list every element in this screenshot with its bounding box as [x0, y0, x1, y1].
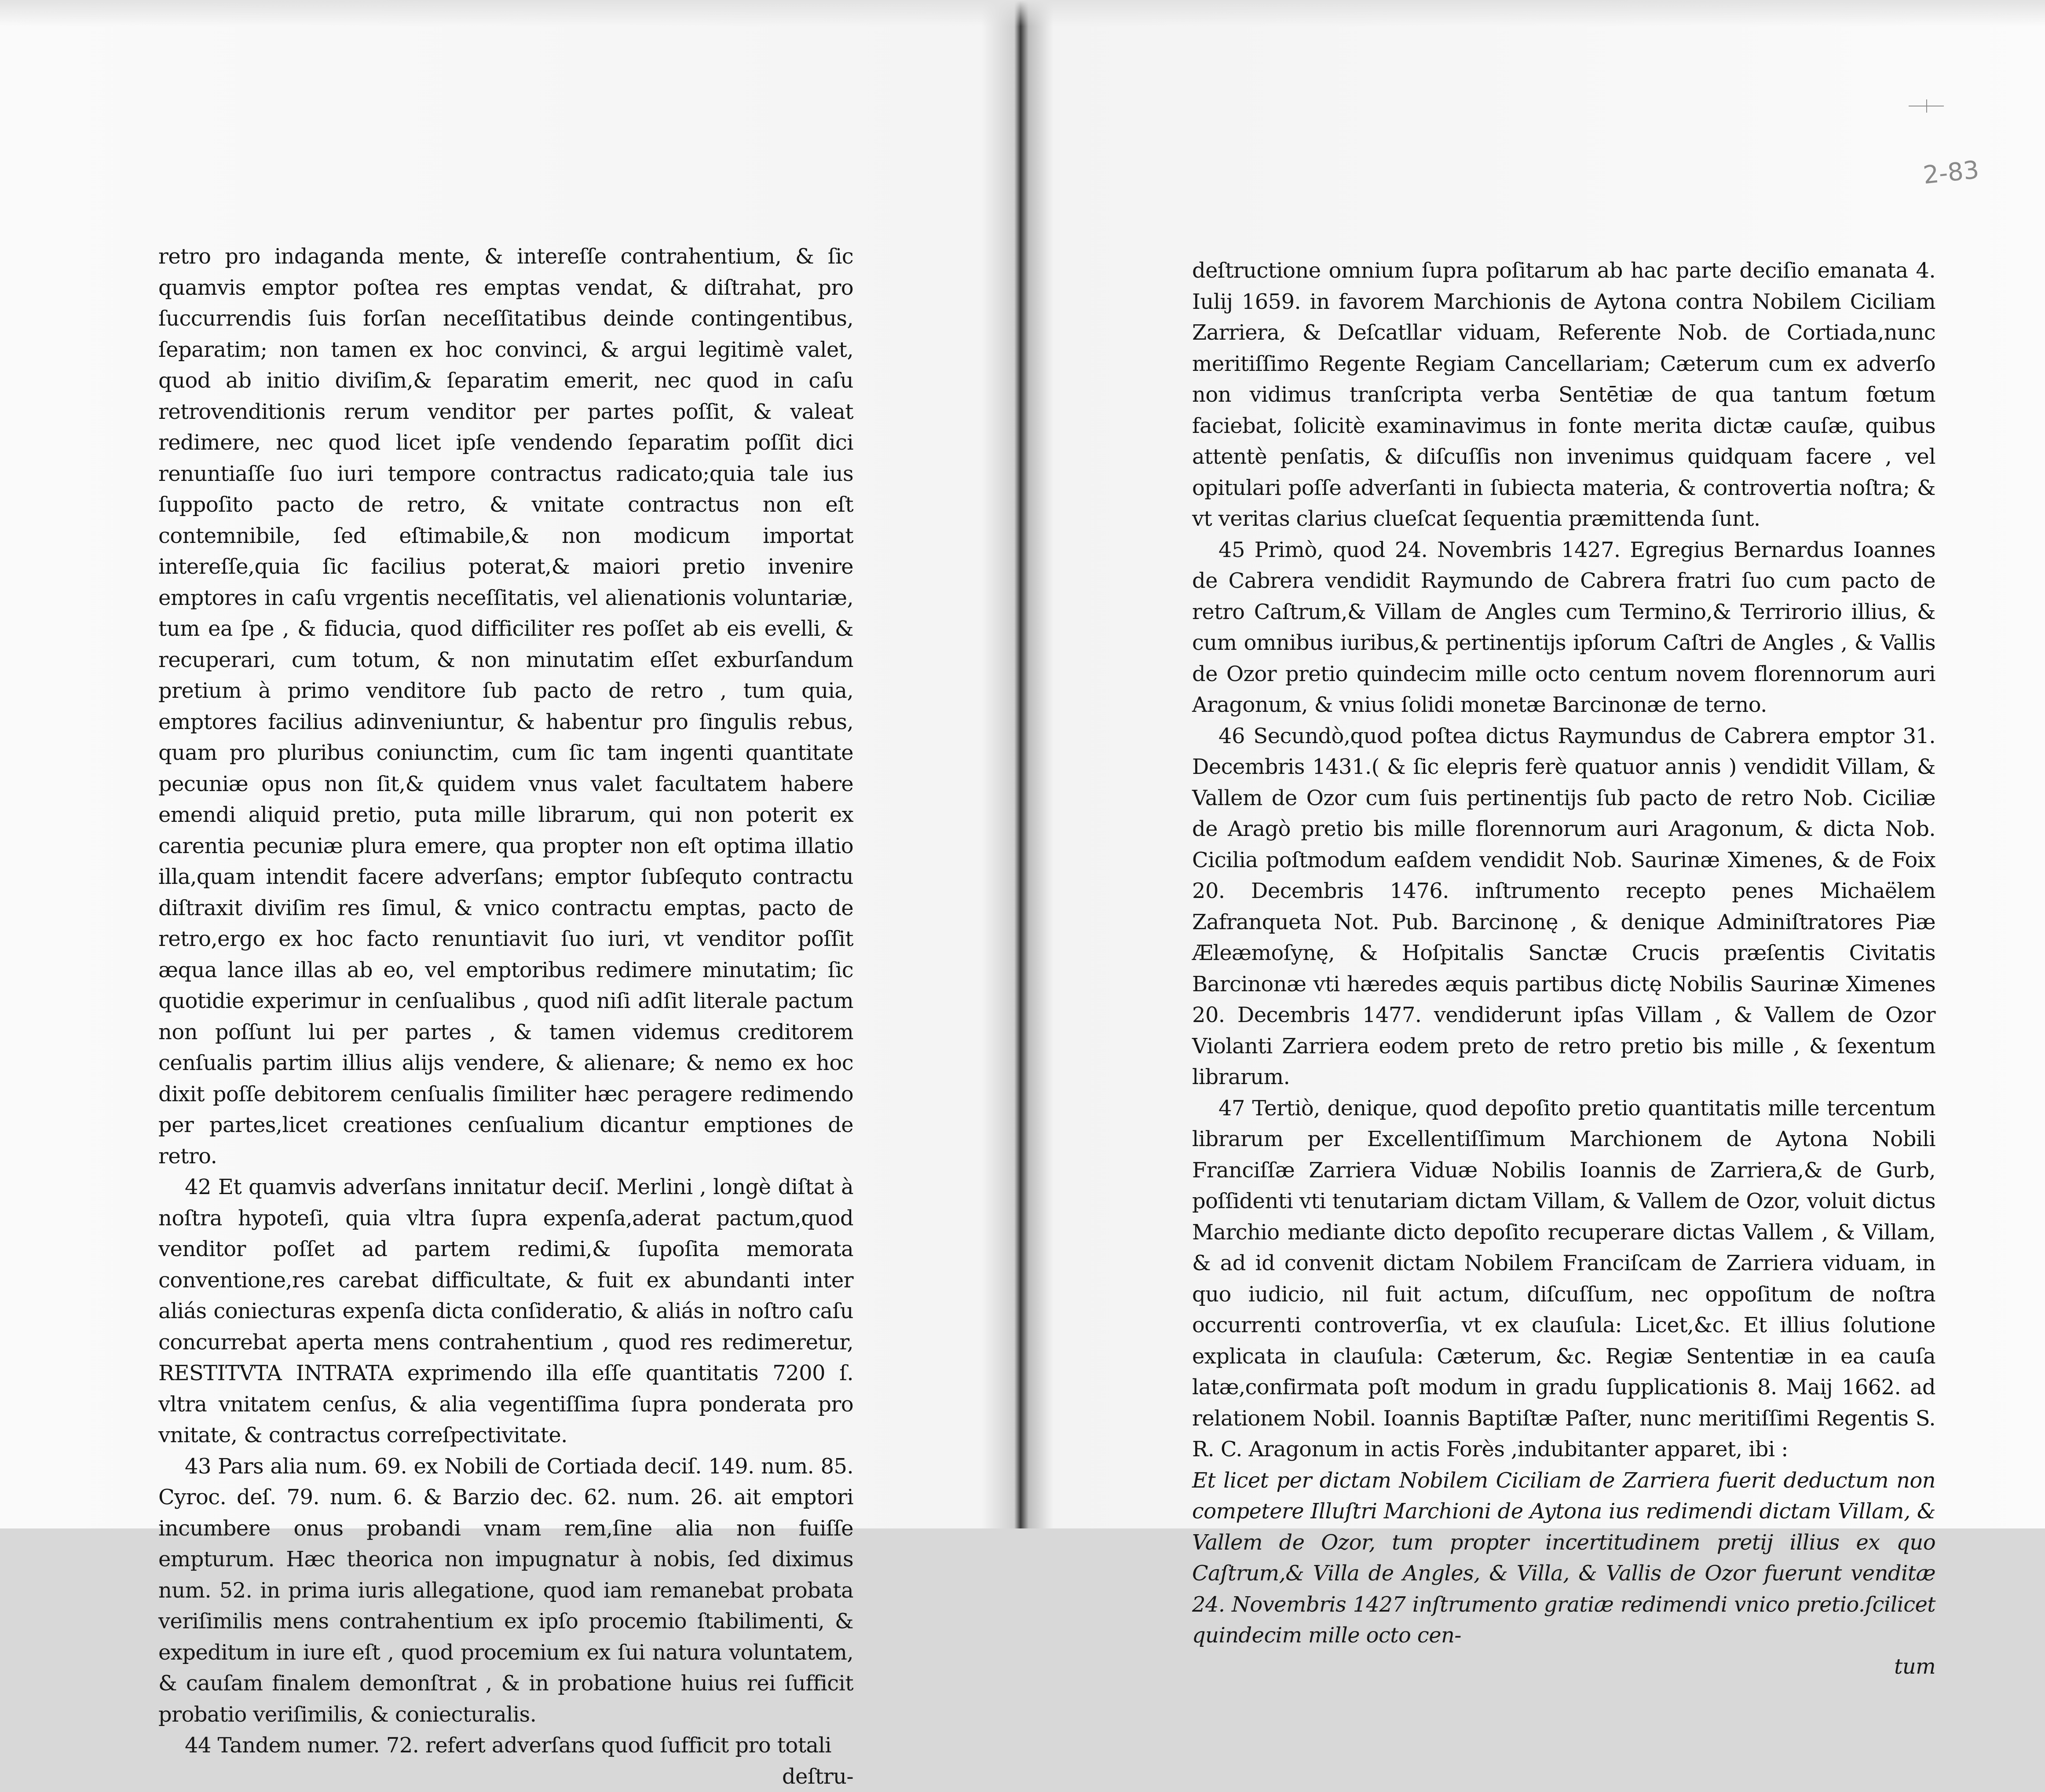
folio-number: 2-83 — [1922, 156, 1980, 190]
left-text-block — [158, 241, 853, 1792]
left-paragraph-42: 42 Et quamvis adverſans innitatur deciſ. Merlini , longè diſtat à noſtra hypoteſi, quia vltra ſupra expenſa,aderat pactum,quod venditor poſſet ad partem redimi,& ſupoſita memorata conventione,res carebat difficultate, & fuit ex abundanti inter aliás coniecturas expenſa dicta conſideratio, & aliás in noſtro caſu concurrebat aperta mens contrahentium , quod res redimeretur, RESTITVTA INTRATA exprimendo illa eſſe quantitatis 7200 ſ. vltra vnitatem cenſus, & alia vegentiſſima ſupra ponderata pro vnitate, & contractus correſpectivitate. — [158, 1172, 853, 1451]
right-paragraph-47: 47 Tertiò, denique, quod depoſito pretio quantitatis mille tercentum librarum per Excellentiſſimum Marchionem de Aytona Nobili Franciſſæ Zarriera Viduæ Nobilis Ioannis de Zarriera,& de Gurb, poſſidenti vti tenutariam dictam Villam, & Vallem de Ozor, voluit dictus Marchio mediante dicto depoſito recuperare dictas Vallem , & Villam, & ad id convenit dictam Nobilem Franciſcam de Zarriera viduam, in quo iudicio, nil fuit actum, diſcuſſum, nec oppoſitum de noſtra occurrenti controverſia, vt ex clauſula: Licet,&c. Et illius ſolutione explicata in clauſula: Cæterum, &c. Regiæ Sententiæ in ea cauſa latæ,confirmata poſt modum in gradu ſupplicationis 8. Maij 1662. ad relationem Nobil. Ioannis Baptiſtæ Paſter, nunc meritiſſimi Regentis S. R. C. Aragonum in actis Forès ,indubitanter apparet, ibi : — [1192, 1093, 1935, 1465]
right-text-block — [1192, 255, 1935, 1682]
right-page — [1025, 0, 2045, 1528]
right-catchword: tum — [1192, 1651, 1935, 1682]
left-paragraph-1: retro pro indaganda mente, & intereſſe contrahentium, & ſic quamvis emptor poſtea res emptas vendat, & diſtrahat, pro ſuccurrendis ſuis forſan neceſſitatibus deinde contingentibus, ſeparatim; non tamen ex hoc convinci, & argui legitimè valet, quod ab initio diviſim,& ſeparatim emerit, nec quod in caſu retrovenditionis rerum venditor per partes poſſit, & valeat redimere, nec quod licet ipſe vendendo ſeparatim poſſit dici renuntiaſſe ſuo iuri tempore contractus radicato;quia tale ius ſuppoſito pacto de retro, & vnitate contractus non eſt contemnibile, ſed eſtimabile,& non modicum importat intereſſe,quia ſic facilius poterat,& maiori pretio invenire emptores in caſu vrgentis neceſſitatis, vel alienationis voluntariæ, tum ea ſpe , & fiducia, quod difficiliter res poſſet ab eis evelli, & recuperari, cum totum, & non minutatim eſſet exburſandum pretium à primo venditore ſub pacto de retro , tum quia, emptores facilius adinveniuntur, & habentur pro ſingulis rebus, quam pro pluribus coniunctim, cum ſic tam ingenti quantitate pecuniæ opus non ſit,& quidem vnus valet facultatem habere emendi aliquid pretio, puta mille librarum, qui non poterit ex carentia pecuniæ plura emere, qua propter non eſt optima illatio illa,quam intendit facere adverſans; emptor ſubſequto contractu diſtraxit diviſim res ſimul, & vnico contractu emptas, pacto de retro,ergo ex hoc facto renuntiavit ſuo iuri, vt venditor poſſit æqua lance illas ab eo, vel emptoribus redimere minutatim; ſic quotidie experimur in cenſualibus , quod niſi adſit literale pactum non poſſunt lui per partes , & tamen videmus creditorem cenſualis partim illius alijs vendere, & alienare; & nemo ex hoc dixit poſſe debitorem cenſualis ſimiliter hæc peragere redimendo per partes,licet creationes cenſualium dicantur emptiones de retro. — [158, 241, 853, 1172]
right-paragraph-45: 45 Primò, quod 24. Novembris 1427. Egregius Bernardus Ioannes de Cabrera vendidit Raymundo de Cabrera fratri ſuo cum pacto de retro Caſtrum,& Villam de Angles cum Termino,& Terrirorio illius, & cum omnibus iuribus,& pertinentijs ipſorum Caſtri de Angles , & Vallis de Ozor pretio quindecim mille octo centum novem florennorum auri Aragonum, & vnius ſolidi monetæ Barcinonæ de terno. — [1192, 535, 1935, 721]
left-page — [0, 0, 1012, 1528]
left-paragraph-43: 43 Pars alia num. 69. ex Nobili de Cortiada deciſ. 149. num. 85. Cyroc. deſ. 79. num. 6. & Barzio dec. 62. num. 26. ait emptori incumbere onus probandi vnam rem,ſine alia non fuiſſe empturum. Hæc theorica non impugnatur à nobis, ſed diximus num. 52. in prima iuris allegatione, quod iam remanebat probata veriſimilis mens contrahentium ex ipſo procemio ſtabilimenti, & expeditum in iure eſt , quod procemium ex ſui natura voluntatem, & cauſam finalem demonſtrat , & in probatione huius rei ſufficit probatio veriſimilis, & coniecturalis. — [158, 1451, 853, 1730]
right-italic-quotation: Et licet per dictam Nobilem Ciciliam de Zarriera fuerit deductum non competere Illuſtri Marchioni de Aytona ius redimendi dictam Villam, & Vallem de Ozor, tum propter incertitudinem pretij illius ex quo Caſtrum,& Villa de Angles, & Villa, & Vallis de Ozor fuerunt venditæ 24. Novembris 1427 inſtrumento gratiæ redimendi vnico pretio.ſcilicet quindecim mille octo cen- — [1192, 1465, 1935, 1651]
right-paragraph-46: 46 Secundò,quod poſtea dictus Raymundus de Cabrera emptor 31. Decembris 1431.( & ſic elepris ferè quatuor annis ) vendidit Villam, & Vallem de Ozor cum ſuis pertinentijs ſub pacto de retro Nob. Ciciliæ de Aragò pretio bis mille florennorum auri Aragonum, & dicta Nob. Cicilia poſtmodum eaſdem vendidit Nob. Saurinæ Ximenes, & de Foix 20. Decembris 1476. inſtrumento recepto penes Michaëlem Zafranqueta Not. Pub. Barcinonę , & denique Adminiſtratores Piæ Æleæmoſynę, & Hoſpitalis Sanctæ Crucis præſentis Civitatis Barcinonæ vti hæredes æquis partibus dictę Nobilis Saurinæ Ximenes 20. Decembris 1477. vendiderunt ipſas Villam , & Vallem de Ozor Violanti Zarriera eodem preto de retro pretio bis mille , & ſexentum librarum. — [1192, 721, 1935, 1093]
left-catchword: deſtru- — [158, 1761, 853, 1792]
left-paragraph-44: 44 Tandem numer. 72. refert adverſans quod ſufficit pro totali — [158, 1730, 853, 1761]
right-paragraph-1: deſtructione omnium ſupra poſitarum ab hac parte deciſio emanata 4. Iulij 1659. in favorem Marchionis de Aytona contra Nobilem Ciciliam Zarriera, & Deſcatllar viduam, Referente Nob. de Cortiada,nunc meritiſſimo Regente Regiam Cancellariam; Cæterum cum ex adverſo non vidimus tranſcripta verba Sentētiæ de qua tantum fœtum faciebat, ſolicitè examinavimus in fonte merita dictæ cauſæ, quibus attentè penſatis, & diſcuſſis non invenimus quidquam facere , vel opitulari poſſe adverſanti in ſubiecta materia, & controvertia noſtra; & vt veritas clarius clueſcat ſequentia præmittenda ſunt. — [1192, 255, 1935, 535]
